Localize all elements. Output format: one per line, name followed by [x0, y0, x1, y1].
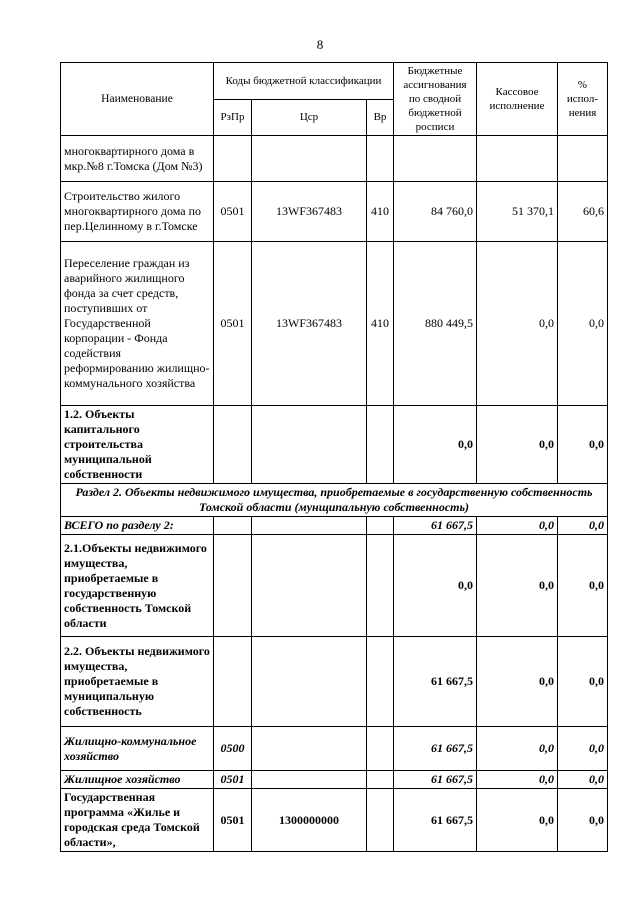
table-row [61, 406, 608, 484]
row-cash: 0,0 [477, 535, 558, 637]
table-row [61, 242, 608, 406]
row-rzpr: 0501 [214, 242, 252, 406]
row-cash: 0,0 [477, 771, 558, 789]
row-cash: 51 370,1 [477, 182, 558, 242]
row-pct: 0,0 [558, 727, 608, 771]
budget-table [60, 62, 608, 852]
row-name: Жилищное хозяйство [61, 771, 214, 789]
table-row [61, 789, 608, 852]
total-row [61, 517, 608, 535]
row-pct: 0,0 [558, 637, 608, 727]
row-cash: 0,0 [477, 406, 558, 484]
row-name: Жилищно-коммунальное хозяйство [61, 727, 214, 771]
row-vr: 410 [367, 242, 394, 406]
table-row [61, 535, 608, 637]
row-budget: 0,0 [394, 535, 477, 637]
row-budget: 61 667,5 [394, 789, 477, 852]
row-budget: 61 667,5 [394, 727, 477, 771]
row-pct: 0,0 [558, 242, 608, 406]
row-rzpr: 0501 [214, 182, 252, 242]
row-name: многоквартирного дома в мкр.№8 г.Томска (Дом №3) [61, 136, 214, 182]
header-name: Наименование [61, 63, 214, 136]
row-csr: 13WF367483 [252, 242, 367, 406]
row-cash: 0,0 [477, 242, 558, 406]
row-pct: 0,0 [558, 771, 608, 789]
header-cash: Кассовое исполнение [477, 63, 558, 136]
row-rzpr: 0500 [214, 727, 252, 771]
row-budget: 84 760,0 [394, 182, 477, 242]
total-cash: 0,0 [477, 517, 558, 535]
table-row [61, 727, 608, 771]
row-rzpr: 0501 [214, 771, 252, 789]
row-name: 2.2. Объекты недвижимого имущества, приобретаемые в муниципальную собственность [61, 637, 214, 727]
header-csr: Цср [252, 99, 367, 136]
row-csr: 1300000000 [252, 789, 367, 852]
row-pct: 0,0 [558, 789, 608, 852]
table-row [61, 182, 608, 242]
row-cash: 0,0 [477, 789, 558, 852]
row-budget: 61 667,5 [394, 771, 477, 789]
row-budget: 61 667,5 [394, 637, 477, 727]
row-name: Государственная программа «Жилье и городская среда Томской области», [61, 789, 214, 852]
row-csr: 13WF367483 [252, 182, 367, 242]
row-budget: 0,0 [394, 406, 477, 484]
table-row [61, 637, 608, 727]
total-budget: 61 667,5 [394, 517, 477, 535]
row-pct: 0,0 [558, 535, 608, 637]
total-label: ВСЕГО по разделу 2: [61, 517, 214, 535]
row-pct: 60,6 [558, 182, 608, 242]
table-row [61, 771, 608, 789]
table-row [61, 136, 608, 182]
row-name: 1.2. Объекты капитального строительства муниципальной собственности [61, 406, 214, 484]
page-number: 8 [316, 37, 324, 52]
row-budget: 880 449,5 [394, 242, 477, 406]
row-vr: 410 [367, 182, 394, 242]
section-2-title: Раздел 2. Объекты недвижимого имущества, приобретаемые в государственную собственность Томской области (мунщипальную собственность) [61, 484, 608, 517]
row-rzpr: 0501 [214, 789, 252, 852]
row-pct: 0,0 [558, 406, 608, 484]
header-rzpr: РзПр [214, 99, 252, 136]
row-name: Переселение граждан из аварийного жилищного фонда за счет средств, поступивших от Государственной корпорации - Фонда содействия реформированию жилищно-коммунального хозяйства [61, 242, 214, 406]
header-vr: Вр [367, 99, 394, 136]
row-name: Строительство жилого многоквартирного дома по пер.Целинному в г.Томске [61, 182, 214, 242]
row-name: 2.1.Объекты недвижимого имущества, приобретаемые в государственную собственность Томской области [61, 535, 214, 637]
total-pct: 0,0 [558, 517, 608, 535]
header-budget: Бюджетные ассигнования по сводной бюджетной росписи [394, 63, 477, 136]
header-codes: Коды бюджетной классификации [214, 63, 394, 100]
header-pct: % испол-нения [558, 63, 608, 136]
row-cash: 0,0 [477, 637, 558, 727]
row-cash: 0,0 [477, 727, 558, 771]
